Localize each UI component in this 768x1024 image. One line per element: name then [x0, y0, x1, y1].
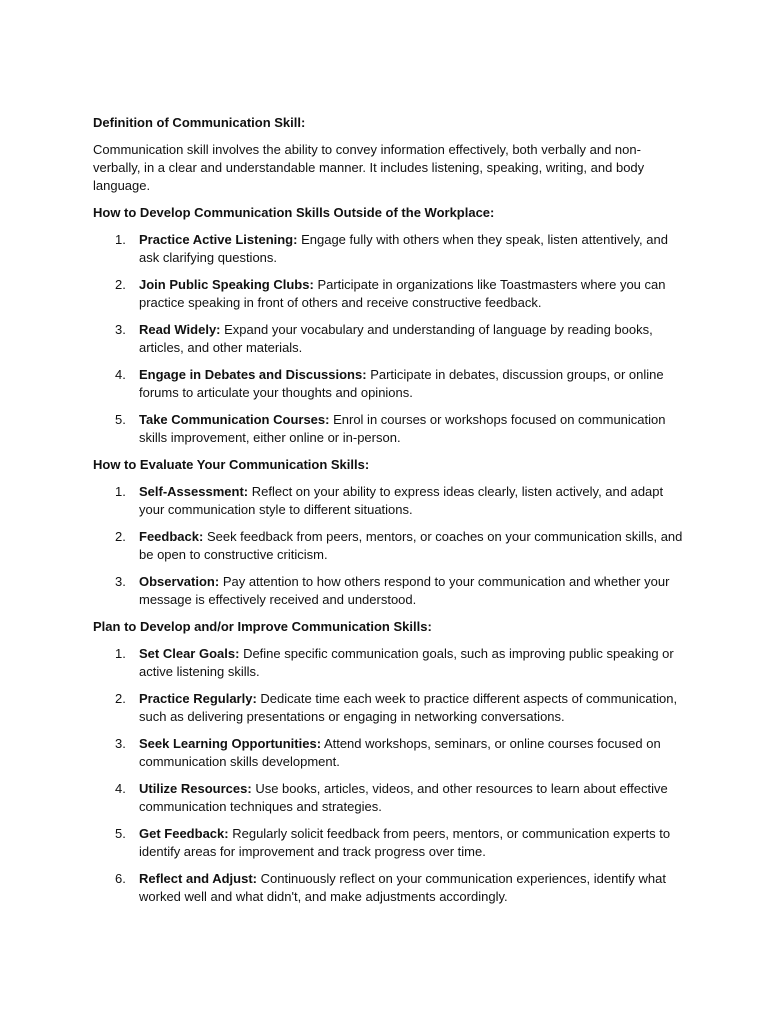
item-text: Expand your vocabulary and understanding of language by reading books, articles, and other materials.	[139, 322, 653, 355]
develop-outside-list	[93, 231, 683, 447]
item-number: 5.	[115, 826, 126, 841]
item-number: 6.	[115, 871, 126, 886]
list-item	[93, 231, 683, 267]
item-term: Observation:	[139, 574, 220, 589]
list-item	[93, 573, 683, 609]
item-term: Join Public Speaking Clubs:	[139, 277, 314, 292]
item-term: Read Widely:	[139, 322, 221, 337]
item-number: 5.	[115, 412, 126, 427]
item-term: Set Clear Goals:	[139, 646, 240, 661]
item-text: Reflect on your ability to express ideas clearly, listen actively, and adapt your communication style to different situations.	[139, 484, 664, 517]
definition-heading: Definition of Communication Skill:	[93, 115, 306, 130]
plan-heading: Plan to Develop and/or Improve Communication Skills:	[93, 619, 432, 634]
item-term: Seek Learning Opportunities:	[139, 736, 322, 751]
item-number: 4.	[115, 367, 126, 382]
list-item	[93, 690, 683, 726]
list-item	[93, 276, 683, 312]
list-item	[93, 321, 683, 357]
evaluate-heading: How to Evaluate Your Communication Skills:	[93, 457, 370, 472]
list-item	[93, 528, 683, 564]
item-text: Participate in organizations like Toastmasters where you can practice speaking in front of others and receive constructive feedback.	[139, 277, 666, 310]
list-item	[93, 825, 683, 861]
list-item	[93, 870, 683, 906]
list-item	[93, 735, 683, 771]
item-term: Feedback:	[139, 529, 204, 544]
item-text: Attend workshops, seminars, or online courses focused on communication skills development.	[139, 736, 661, 769]
item-text: Regularly solicit feedback from peers, mentors, or communication experts to identify areas for improvement and track progress over time.	[139, 826, 671, 859]
item-number: 3.	[115, 574, 126, 589]
item-number: 2.	[115, 277, 126, 292]
item-text: Define specific communication goals, such as improving public speaking or active listening skills.	[139, 646, 674, 679]
item-number: 2.	[115, 691, 126, 706]
plan-list	[93, 645, 683, 906]
item-text: Use books, articles, videos, and other resources to learn about effective communication techniques and strategies.	[139, 781, 668, 814]
item-term: Reflect and Adjust:	[139, 871, 257, 886]
item-text: Dedicate time each week to practice different aspects of communication, such as delivering presentations or engaging in networking conversations.	[139, 691, 678, 724]
item-term: Utilize Resources:	[139, 781, 252, 796]
item-term: Take Communication Courses:	[139, 412, 330, 427]
list-item	[93, 780, 683, 816]
evaluate-list	[93, 483, 683, 609]
item-number: 3.	[115, 736, 126, 751]
item-number: 4.	[115, 781, 126, 796]
document-page	[93, 114, 683, 915]
item-term: Practice Regularly:	[139, 691, 257, 706]
item-term: Self-Assessment:	[139, 484, 249, 499]
list-item	[93, 645, 683, 681]
list-item	[93, 366, 683, 402]
item-number: 1.	[115, 484, 126, 499]
item-text: Pay attention to how others respond to your communication and whether your message is effectively received and understood.	[139, 574, 670, 607]
item-term: Engage in Debates and Discussions:	[139, 367, 367, 382]
item-text: Seek feedback from peers, mentors, or coaches on your communication skills, and be open to constructive criticism.	[139, 529, 683, 562]
item-term: Practice Active Listening:	[139, 232, 298, 247]
item-text: Enrol in courses or workshops focused on communication skills improvement, either online or in-person.	[139, 412, 666, 445]
item-number: 1.	[115, 232, 126, 247]
item-text: Participate in debates, discussion groups, or online forums to articulate your thoughts and opinions.	[139, 367, 664, 400]
item-text: Continuously reflect on your communication experiences, identify what worked well and what didn't, and make adjustments accordingly.	[139, 871, 666, 904]
item-text: Engage fully with others when they speak, listen attentively, and ask clarifying questions.	[139, 232, 668, 265]
item-term: Get Feedback:	[139, 826, 229, 841]
list-item	[93, 483, 683, 519]
develop-outside-heading: How to Develop Communication Skills Outside of the Workplace:	[93, 205, 495, 220]
definition-text: Communication skill involves the ability to convey information effectively, both verbally and non-verbally, in a clear and understandable manner. It includes listening, speaking, writing, and body language.	[93, 142, 645, 193]
item-number: 2.	[115, 529, 126, 544]
list-item	[93, 411, 683, 447]
item-number: 3.	[115, 322, 126, 337]
item-number: 1.	[115, 646, 126, 661]
